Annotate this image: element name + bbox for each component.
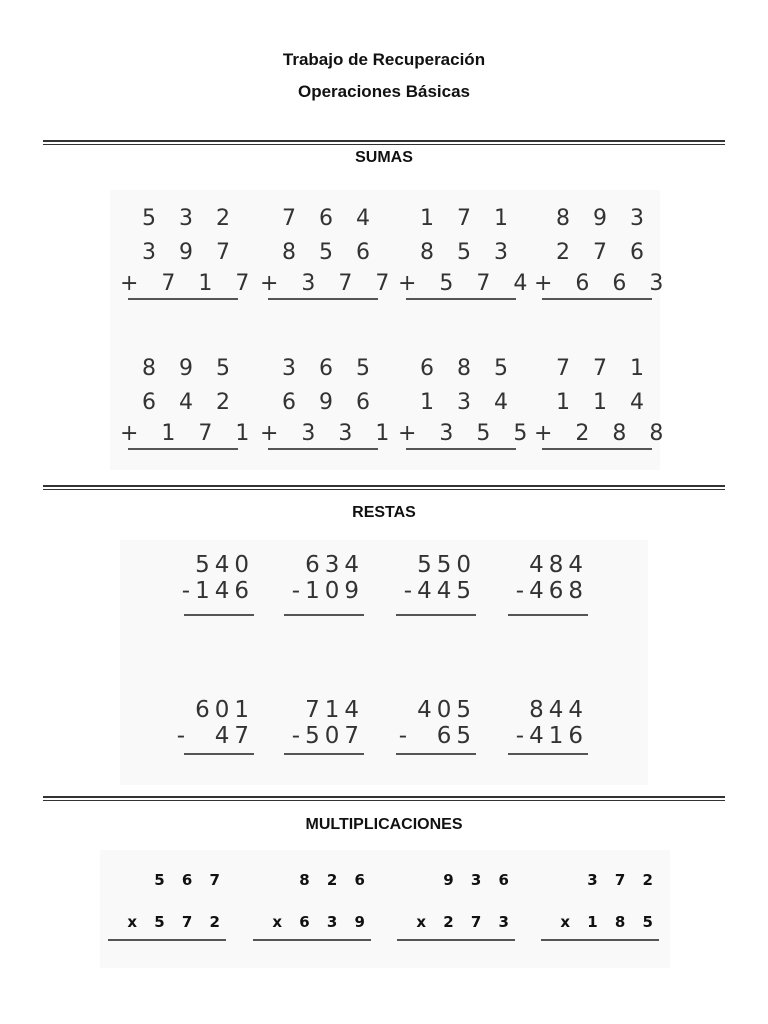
answer-line [108,939,226,941]
resta-problem [280,552,364,616]
subtrahend: - 47 [176,723,254,749]
subtrahend: - 65 [398,723,476,749]
answer-line [284,753,364,755]
answer-line [128,448,238,450]
addend-3: + 1 7 1 [120,421,258,446]
multiplier: x 1 8 5 [560,913,659,931]
answer-line [268,298,378,300]
multiplicand: 9 3 6 [443,871,515,889]
subtrahend: -445 [403,578,476,604]
resta-problem [280,697,364,755]
addend-3: + 3 5 5 [398,421,536,446]
suma-problem [120,202,258,300]
addend-1: 7 7 1 [556,356,652,381]
resta-problem [392,697,476,755]
multiplier: x 5 7 2 [127,913,226,931]
addend-2: 6 9 6 [282,390,378,415]
section-divider [43,485,725,490]
addend-1: 8 9 5 [142,356,238,381]
addend-3: + 2 8 8 [534,421,672,446]
suma-problem [260,202,398,300]
answer-line [508,753,588,755]
document-title: Trabajo de Recuperación [282,50,486,69]
minuend: 634 [305,552,364,578]
addend-1: 3 6 5 [282,356,378,381]
answer-line [396,753,476,755]
subtrahend: -468 [515,578,588,604]
answer-line [396,614,476,616]
multiplicand: 3 7 2 [587,871,659,889]
addend-1: 6 8 5 [420,356,516,381]
answer-line [284,614,364,616]
minuend: 601 [195,697,254,723]
addend-3: + 3 7 7 [260,271,398,296]
answer-line [542,298,652,300]
addend-1: 8 9 3 [556,206,652,231]
minuend: 540 [195,552,254,578]
minuend: 714 [305,697,364,723]
section-title-multiplicaciones: MULTIPLICACIONES [305,816,463,833]
answer-line [268,448,378,450]
multiplicacion-problem [541,871,659,941]
resta-problem [504,697,588,755]
multiplier: x 6 3 9 [272,913,371,931]
addend-1: 1 7 1 [420,206,516,231]
subtrahend: -109 [291,578,364,604]
answer-line [128,298,238,300]
answer-line [397,939,515,941]
answer-line [184,753,254,755]
answer-line [542,448,652,450]
addend-2: 8 5 3 [420,240,516,265]
section-divider [43,796,725,801]
answer-line [406,298,516,300]
answer-line [184,614,254,616]
addend-3: + 7 1 7 [120,271,258,296]
suma-problem [534,352,672,450]
addend-2: 8 5 6 [282,240,378,265]
addend-3: + 3 3 1 [260,421,398,446]
suma-problem [398,352,536,450]
suma-problem [398,202,536,300]
answer-line [541,939,659,941]
resta-problem [504,552,588,616]
minuend: 484 [529,552,588,578]
subtrahend: -416 [515,723,588,749]
subtrahend: -507 [291,723,364,749]
addend-2: 2 7 6 [556,240,652,265]
answer-line [508,614,588,616]
resta-problem [170,552,254,616]
suma-problem [120,352,258,450]
addend-2: 1 1 4 [556,390,652,415]
addend-3: + 6 6 3 [534,271,672,296]
minuend: 550 [417,552,476,578]
minuend: 844 [529,697,588,723]
addend-2: 6 4 2 [142,390,238,415]
multiplicacion-problem [397,871,515,941]
multiplicand: 5 6 7 [154,871,226,889]
answer-line [406,448,516,450]
multiplicacion-problem [108,871,226,941]
section-divider [43,140,725,145]
section-title-sumas: SUMAS [355,149,413,166]
resta-problem [392,552,476,616]
multiplier: x 2 7 3 [416,913,515,931]
suma-problem [534,202,672,300]
document-subtitle: Operaciones Básicas [298,82,470,101]
addend-1: 5 3 2 [142,206,238,231]
suma-problem [260,352,398,450]
answer-line [253,939,371,941]
minuend: 405 [417,697,476,723]
addend-1: 7 6 4 [282,206,378,231]
subtrahend: -146 [181,578,254,604]
section-title-restas: RESTAS [352,504,416,521]
resta-problem [170,697,254,755]
multiplicand: 8 2 6 [299,871,371,889]
addend-3: + 5 7 4 [398,271,536,296]
addend-2: 3 9 7 [142,240,238,265]
addend-2: 1 3 4 [420,390,516,415]
multiplicacion-problem [253,871,371,941]
